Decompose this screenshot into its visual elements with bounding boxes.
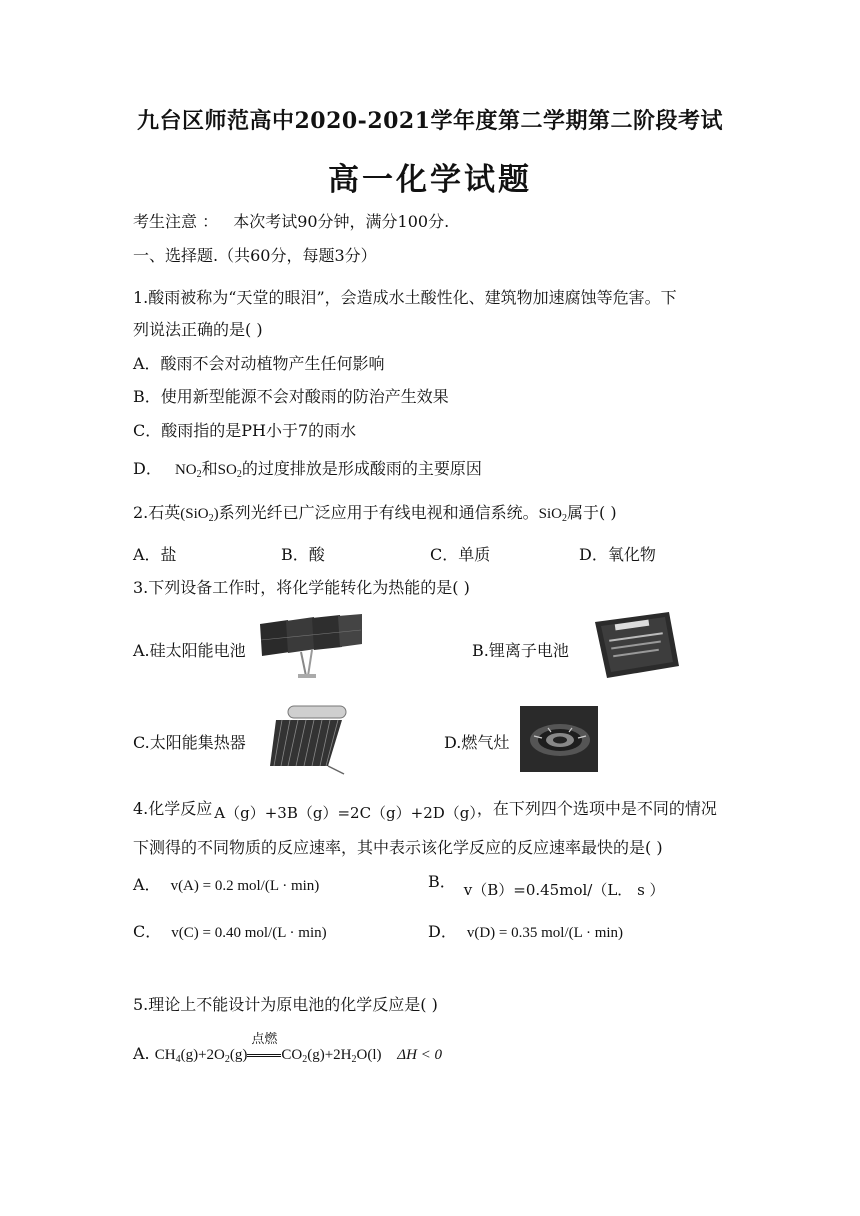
subject-title: 高一化学试题 (328, 162, 532, 198)
sio2-formula: (SiO$_2$) (180, 506, 219, 524)
q4-option-b: B． v（B）=0.45mol/（L． s ） (428, 872, 665, 899)
q1-d-label: D． (133, 459, 162, 478)
combustion-equation: $CH_4(g)+2O_2(g)$ 点燃 $CO_2(g)+2H_2O(l) \Delta H < 0$ (154, 1031, 443, 1065)
ignition-condition: 点燃 (247, 1045, 281, 1065)
q2-option-c: C．单质 (430, 545, 491, 564)
sio2-formula-b: SiO$_2$ (538, 506, 567, 524)
q3-option-d: D.燃气灶 (444, 733, 510, 752)
q4-option-d: D． v(D) = 0.35 mol/(L · min) (428, 922, 624, 941)
no2-formula: $NO_2$ (174, 462, 202, 480)
q2-option-b: B．酸 (281, 545, 325, 564)
q3-option-b: B.锂离子电池 (472, 641, 569, 660)
q1-option-c: C．酸雨指的是PH小于7的雨水 (133, 421, 357, 440)
notice (133, 212, 449, 232)
q1-d-text: 的过度排放是形成酸雨的主要原因 (241, 459, 482, 478)
lithium-battery-image (585, 608, 685, 686)
q1-stem-line1: 1.酸雨被称为“天堂的眼泪”，会造成水土酸性化、建筑物加速腐蚀等危害。下 (133, 288, 677, 307)
solar-panel-image (256, 614, 364, 684)
q2-stem: 2.石英(SiO$_2$)系列光纤已广泛应用于有线电视和通信系统。SiO$_2$属于( ) (133, 503, 617, 524)
q3-stem: 3.下列设备工作时，将化学能转化为热能的是( ) (133, 578, 470, 597)
enthalpy-change: ΔH < 0 (397, 1047, 443, 1063)
solar-water-heater-image (268, 704, 348, 776)
q1-d-and: 和 (201, 459, 218, 478)
rate-formula-a: v(A) = 0.2 mol/(L · min) (170, 878, 320, 894)
so2-formula: $SO_2$ (217, 462, 242, 480)
notice-text: 本次考试90分钟，满分100分. (233, 212, 450, 231)
gas-stove-image (520, 706, 598, 772)
section-heading: 一、选择题.（共60分，每题3分） (133, 246, 377, 265)
q1-option-b: B．使用新型能源不会对酸雨的防治产生效果 (133, 387, 449, 406)
q1-option-a: A．酸雨不会对动植物产生任何影响 (133, 354, 385, 373)
q1-option-d (133, 459, 482, 485)
q1-stem-line2: 列说法正确的是( ) (133, 320, 263, 339)
q4-stem-line1: 4.化学反应 A（g）+3B（g）=2C（g）+2D（g），在下列四个选项中是不同的情况 (133, 799, 717, 822)
q2-option-a: A．盐 (133, 545, 177, 564)
q4-option-c: C． v(C) = 0.40 mol/(L · min) (133, 922, 327, 941)
notice-label: 考生注意 ： (133, 212, 219, 231)
q5-stem: 5.理论上不能设计为原电池的化学反应是( ) (133, 995, 438, 1014)
q3-option-a: A.硅太阳能电池 (133, 641, 246, 660)
q3-option-c: C.太阳能集热器 (133, 733, 246, 752)
q4-option-a: A． v(A) = 0.2 mol/(L · min) (133, 875, 320, 894)
rate-formula-c: v(C) = 0.40 mol/(L · min) (171, 925, 327, 941)
reaction-equation: A（g）+3B（g）=2C（g）+2D（g） (214, 804, 477, 822)
q2-option-d: D．氧化物 (579, 545, 656, 564)
q4-stem-line2: 下测得的不同物质的反应速率，其中表示该化学反应的反应速率最快的是( ) (133, 838, 663, 857)
q5-option-a: A. $CH_4(g)+2O_2(g)$ 点燃 $CO_2(g)+2H_2O(l) \Delta H < 0$ (133, 1031, 443, 1065)
exam-title: 九台区师范高中2020-2021学年度第二学期第二阶段考试 (136, 108, 724, 134)
rate-formula-b: v（B）=0.45mol/（L． s ） (463, 881, 665, 899)
rate-formula-d: v(D) = 0.35 mol/(L · min) (466, 925, 624, 941)
